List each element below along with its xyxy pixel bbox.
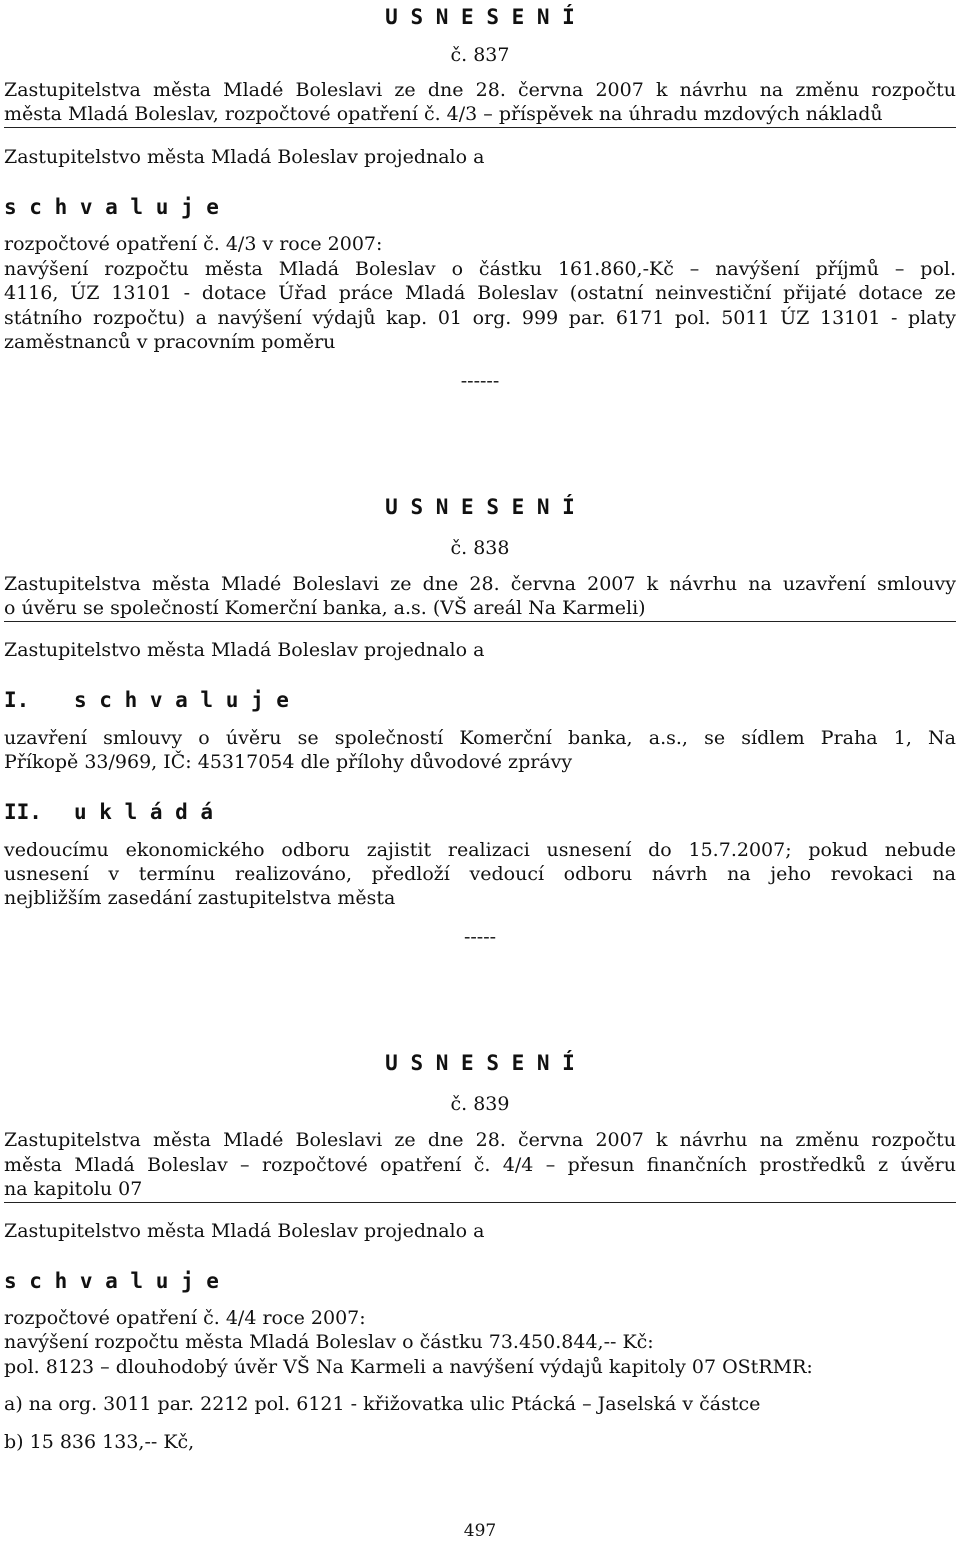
page-number: 497: [463, 1521, 497, 1541]
body-837-line1: rozpočtové opatření č. 4/3 v roce 2007:: [4, 233, 383, 255]
resolution-number-838: č. 838: [450, 537, 510, 559]
council-line-837: Zastupitelstvo města Mladá Boleslav projednalo a: [4, 146, 485, 168]
resolution-heading-837: U S N E S E N Í: [385, 5, 575, 29]
resolution-intro-839-line1: Zastupitelstva města Mladé Boleslavi ze dne 28. června 2007 k návrhu na změnu rozpočtu: [4, 1129, 956, 1151]
resolution-intro-838-line2: o úvěru se společností Komerční banka, a.s. (VŠ areál Na Karmeli): [4, 597, 646, 619]
resolution-intro-839-line2: města Mladá Boleslav – rozpočtové opatření č. 4/4 – přesun finančních prostředků z úvěru: [4, 1154, 956, 1176]
divider-837: [4, 127, 956, 128]
resolution-intro-838-line1: Zastupitelstva města Mladé Boleslavi ze dne 28. června 2007 k návrhu na uzavření smlouvy: [4, 573, 956, 595]
divider-839: [4, 1202, 956, 1203]
body-839-line1: rozpočtové opatření č. 4/4 roce 2007:: [4, 1307, 366, 1329]
council-line-838: Zastupitelstvo města Mladá Boleslav projednalo a: [4, 639, 485, 661]
body-838-approve-line1: uzavření smlouvy o úvěru se společností Komerční banka, a.s., se sídlem Praha 1, Na: [4, 727, 956, 749]
verb-approves-839: s c h v a l u j e: [4, 1269, 219, 1293]
resolution-intro-839-line3: na kapitolu 07: [4, 1178, 143, 1200]
body-839-line2: navýšení rozpočtu města Mladá Boleslav o částku 73.450.844,-- Kč:: [4, 1331, 654, 1353]
verb-approves-838: s c h v a l u j e: [74, 688, 289, 712]
divider-838: [4, 621, 956, 622]
council-line-839: Zastupitelstvo města Mladá Boleslav projednalo a: [4, 1220, 485, 1242]
body-838-approve-line2: Příkopě 33/969, IČ: 45317054 dle přílohy důvodové zprávy: [4, 751, 573, 773]
body-839-line3: pol. 8123 – dlouhodobý úvěr VŠ Na Karmeli a navýšení výdajů kapitoly 07 OStRMR:: [4, 1356, 813, 1378]
body-839-item-b: b) 15 836 133,-- Kč,: [4, 1431, 195, 1453]
separator-838: -----: [463, 926, 497, 948]
verb-approves-837: s c h v a l u j e: [4, 195, 219, 219]
body-838-order-line3: nejbližším zasedání zastupitelstva města: [4, 887, 396, 909]
body-837-line5: zaměstnanců v pracovním poměru: [4, 331, 336, 353]
resolution-heading-838: U S N E S E N Í: [385, 495, 575, 519]
body-837-line2: navýšení rozpočtu města Mladá Boleslav o částku 161.860,-Kč – navýšení příjmů – pol.: [4, 258, 956, 280]
verb-approves-838-prefix: I.: [4, 688, 30, 712]
body-838-order-line1: vedoucímu ekonomického odboru zajistit realizaci usnesení do 15.7.2007; pokud nebude: [4, 839, 956, 861]
resolution-intro-837-line2: města Mladá Boleslav, rozpočtové opatření č. 4/3 – příspěvek na úhradu mzdových nákladů: [4, 103, 883, 125]
body-837-line3: 4116, ÚZ 13101 - dotace Úřad práce Mladá Boleslav (ostatní neinvestiční přijaté dotace ze: [4, 282, 956, 304]
body-839-item-a: a) na org. 3011 par. 2212 pol. 6121 - křižovatka ulic Ptácká – Jaselská v částce: [4, 1393, 761, 1415]
verb-orders-838-prefix: II.: [4, 800, 42, 824]
separator-837: ------: [460, 370, 500, 392]
resolution-number-837: č. 837: [450, 44, 510, 66]
resolution-heading-839: U S N E S E N Í: [385, 1051, 575, 1075]
verb-orders-838: u k l á d á: [74, 800, 214, 824]
body-838-order-line2: usnesení v termínu realizováno, předloží vedoucí odboru návrh na jeho revokaci na: [4, 863, 956, 885]
body-837-line4: státního rozpočtu) a navýšení výdajů kap. 01 org. 999 par. 6171 pol. 5011 ÚZ 13101 - platy: [4, 307, 956, 329]
resolution-number-839: č. 839: [450, 1093, 510, 1115]
resolution-intro-837-line1: Zastupitelstva města Mladé Boleslavi ze dne 28. června 2007 k návrhu na změnu rozpočtu: [4, 79, 956, 101]
